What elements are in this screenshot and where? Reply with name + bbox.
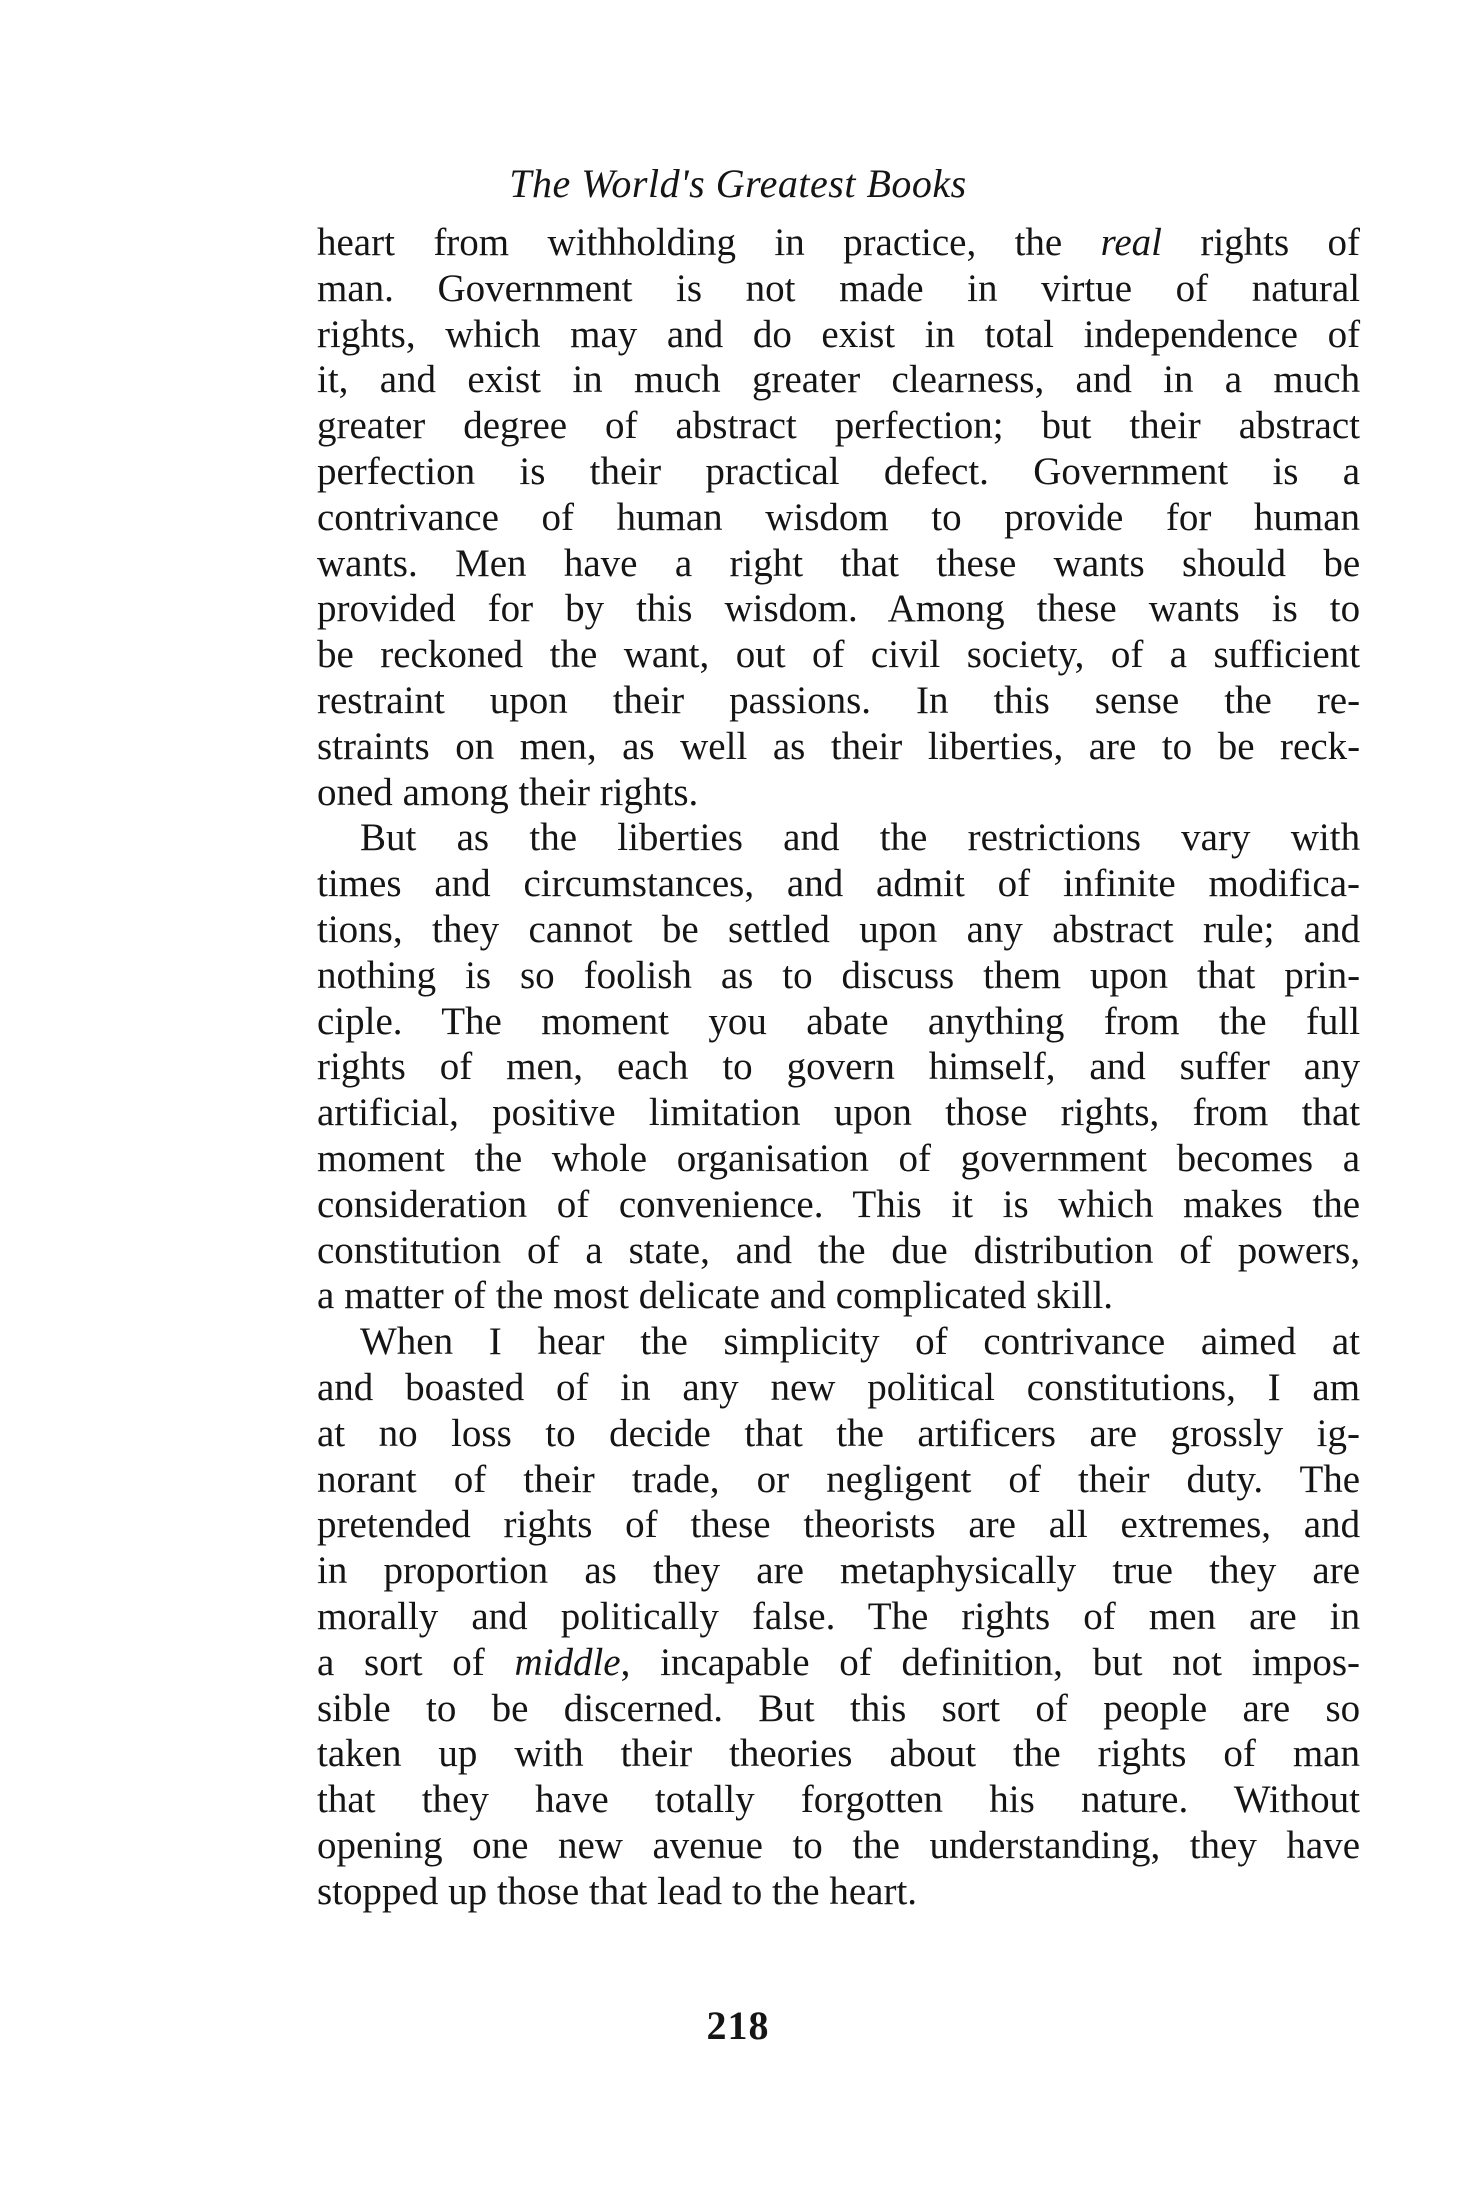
text-line: rights, which may and do exist in total independence of	[317, 312, 1361, 356]
body-text	[317, 220, 1360, 1914]
text-line: times and circumstances, and admit of infinite modifica-	[317, 862, 1361, 906]
text-line: wants. Men have a right that these wants should be	[317, 541, 1361, 585]
text-line: perfection is their practical defect. Government is a	[317, 449, 1361, 493]
text-line: man. Government is not made in virtue of natural	[317, 266, 1361, 310]
text-line: But as the liberties and the restrictions vary with	[360, 816, 1361, 860]
text-line: constitution of a state, and the due distribution of powers,	[317, 1228, 1361, 1272]
text-line: and boasted of in any new political constitutions, I am	[317, 1365, 1361, 1409]
page-number: 218	[706, 2003, 770, 2048]
text-line: in proportion as they are metaphysically true they are	[317, 1549, 1361, 1593]
paragraph	[317, 220, 1360, 815]
text-line: tions, they cannot be settled upon any abstract rule; and	[317, 907, 1361, 951]
text-line: oned among their rights.	[317, 770, 699, 814]
text-line: consideration of convenience. This it is which makes the	[317, 1182, 1361, 1226]
text-line: norant of their trade, or negligent of their duty. The	[317, 1457, 1361, 1501]
text-line: straints on men, as well as their liberties, are to be reck-	[317, 724, 1361, 768]
text-line: rights of men, each to govern himself, and suffer any	[317, 1045, 1361, 1089]
paragraph	[317, 1319, 1360, 1914]
text-line: taken up with their theories about the rights of man	[317, 1732, 1360, 1776]
text-line: provided for by this wisdom. Among these wants is to	[317, 587, 1361, 631]
text-line: at no loss to decide that the artificers are grossly ig-	[317, 1411, 1360, 1455]
text-line: that they have totally forgotten his nature. Without	[317, 1778, 1360, 1822]
text-line: heart from withholding in practice, the real rights of	[317, 221, 1361, 264]
text-line: be reckoned the want, out of civil society, of a sufficient	[317, 633, 1361, 677]
text-line: a matter of the most delicate and complicated skill.	[317, 1274, 1114, 1318]
text-line: a sort of middle, incapable of definition, but not impos-	[317, 1640, 1361, 1684]
text-line: morally and politically false. The rights of men are in	[317, 1594, 1361, 1638]
text-line: it, and exist in much greater clearness, and in a much	[317, 358, 1361, 402]
text-line: moment the whole organisation of government becomes a	[317, 1136, 1361, 1180]
text-line: greater degree of abstract perfection; but their abstract	[317, 404, 1360, 448]
text-line: contrivance of human wisdom to provide for human	[317, 495, 1361, 539]
paragraph	[317, 815, 1360, 1319]
text-line: artificial, positive limitation upon those rights, from that	[317, 1091, 1361, 1135]
text-line: ciple. The moment you abate anything from the full	[317, 999, 1361, 1043]
text-line: opening one new avenue to the understanding, they have	[317, 1823, 1361, 1867]
text-line: pretended rights of these theorists are all extremes, and	[317, 1503, 1361, 1547]
text-line: nothing is so foolish as to discuss them upon that prin-	[317, 953, 1361, 997]
text-line: When I hear the simplicity of contrivance aimed at	[360, 1320, 1360, 1364]
text-line: restraint upon their passions. In this sense the re-	[317, 678, 1361, 722]
text-line: sible to be discerned. But this sort of people are so	[317, 1686, 1361, 1730]
text-line: stopped up those that lead to the heart.	[317, 1869, 918, 1913]
running-head: The World's Greatest Books	[509, 161, 967, 206]
